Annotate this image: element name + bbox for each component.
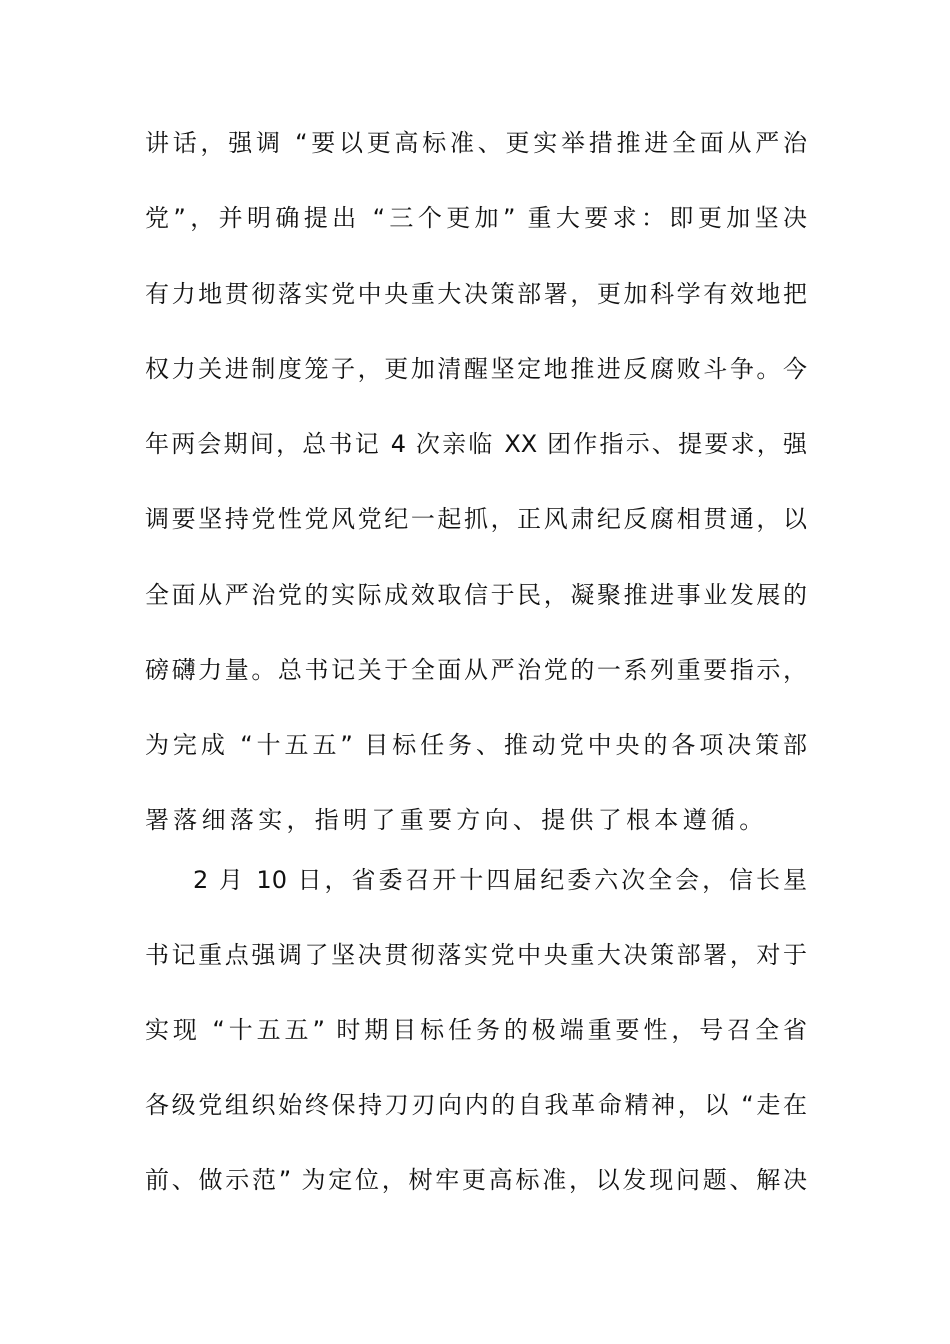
text-line: 讲话，强调 “要以更高标准、更实举措推进全面从严治: [145, 129, 807, 157]
text-line: 全面从严治党的实际成效取信于民，凝聚推进事业发展的: [145, 581, 807, 609]
text-line: 2 月 10 日，省委召开十四届纪委六次全会，信长星: [193, 866, 807, 894]
text-line: 实现 “十五五” 时期目标任务的极端重要性，号召全省: [145, 1016, 807, 1044]
text-line: 各级党组织始终保持刀刃向内的自我革命精神，以 “走在: [145, 1091, 807, 1119]
text-line: 磅礴力量。总书记关于全面从严治党的一系列重要指示，: [145, 656, 807, 684]
text-line: 年两会期间，总书记 4 次亲临 XX 团作指示、提要求，强: [145, 430, 807, 458]
text-line: 书记重点强调了坚决贯彻落实党中央重大决策部署，对于: [145, 941, 807, 969]
text-line: 调要坚持党性党风党纪一起抓，正风肃纪反腐相贯通，以: [145, 505, 807, 533]
text-line: 前、做示范” 为定位，树牢更高标准，以发现问题、解决: [145, 1166, 807, 1194]
text-line: 有力地贯彻落实党中央重大决策部署，更加科学有效地把: [145, 280, 807, 308]
text-line: 党”，并明确提出 “三个更加” 重大要求：即更加坚决: [145, 204, 807, 232]
text-line: 署落细落实，指明了重要方向、提供了根本遵循。: [145, 806, 768, 834]
text-line: 权力关进制度笼子，更加清醒坚定地推进反腐败斗争。今: [145, 355, 807, 383]
text-line: 为完成 “十五五” 目标任务、推动党中央的各项决策部: [145, 731, 807, 759]
